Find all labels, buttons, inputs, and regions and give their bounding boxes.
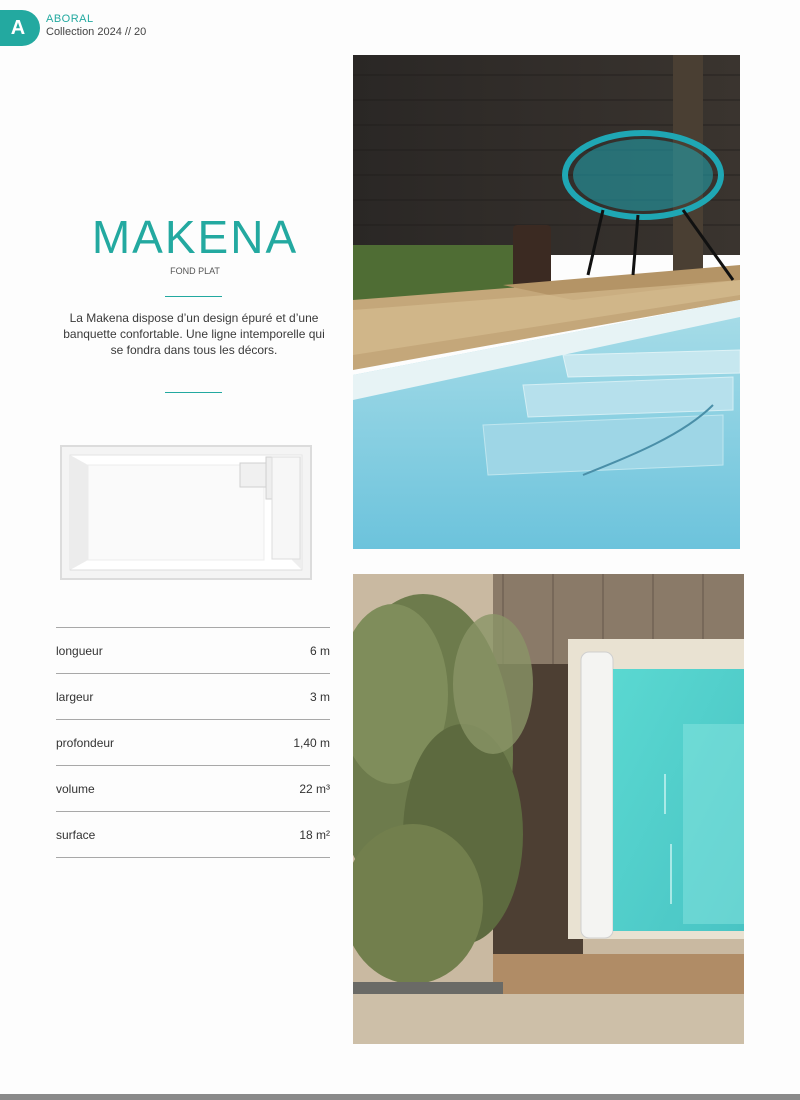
brand-logo-badge: A xyxy=(0,10,40,46)
spec-label: surface xyxy=(56,827,96,842)
product-title: MAKENA xyxy=(91,211,299,263)
brand-name: ABORAL xyxy=(46,13,94,25)
scan-edge-shadow xyxy=(0,1094,800,1100)
spec-value: 1,40 m xyxy=(293,735,330,750)
spec-label: profondeur xyxy=(56,735,115,750)
spec-row-volume xyxy=(56,765,330,811)
product-type: FOND PLAT xyxy=(170,266,220,276)
divider-top xyxy=(165,296,222,297)
spec-value: 18 m² xyxy=(299,827,330,842)
spec-row-largeur xyxy=(56,673,330,719)
product-description: La Makena dispose d’un design épuré et d’une banquette confortable. Une ligne intemporelle qui se fondra dans tous les décors. xyxy=(63,311,325,357)
spec-row-surface xyxy=(56,811,330,858)
collection-page-label: Collection 2024 // 20 xyxy=(46,26,147,38)
pool-shell-diagram xyxy=(60,445,312,580)
spec-row-profondeur xyxy=(56,719,330,765)
spec-row-longueur xyxy=(56,627,330,673)
spec-value: 6 m xyxy=(309,643,330,658)
spec-value: 3 m xyxy=(309,689,330,704)
pool-aerial-photo xyxy=(353,574,744,1044)
spec-value: 22 m³ xyxy=(299,781,330,796)
pool-deck-photo xyxy=(353,55,740,549)
spec-label: longueur xyxy=(56,643,103,658)
divider-bottom xyxy=(165,392,222,393)
spec-label: largeur xyxy=(56,689,94,704)
specs-table xyxy=(56,627,330,858)
spec-label: volume xyxy=(56,781,95,796)
